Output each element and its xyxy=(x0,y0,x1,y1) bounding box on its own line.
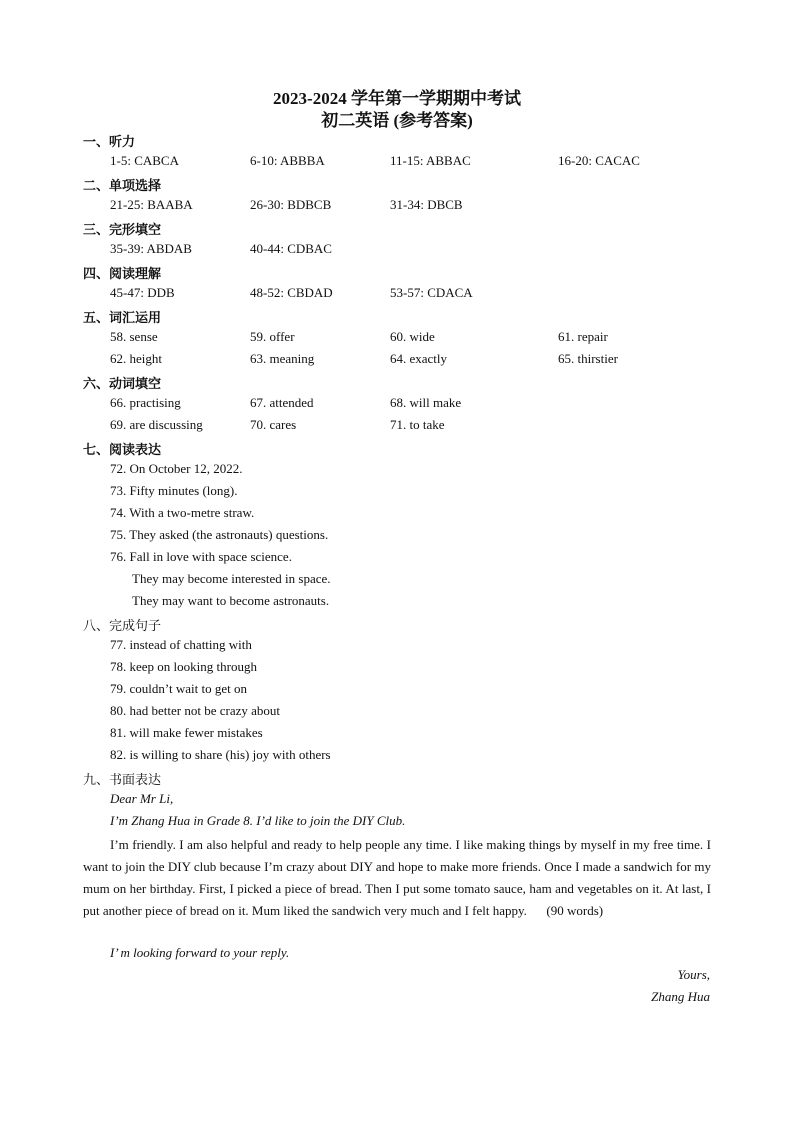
letter-closing-line: I’ m looking forward to your reply. xyxy=(110,945,290,960)
answer-cell: 63. meaning xyxy=(250,351,315,366)
answer-row xyxy=(0,241,794,261)
letter-signoff: Yours, xyxy=(677,967,710,982)
answer-line: 79. couldn’t wait to get on xyxy=(110,681,247,696)
answer-cell: 31-34: DBCB xyxy=(390,197,463,212)
answer-cell: 59. offer xyxy=(250,329,295,344)
answer-row xyxy=(0,285,794,305)
answer-cell: 48-52: CBDAD xyxy=(250,285,333,300)
section-heading-listening: 一、听力 xyxy=(83,134,136,149)
answer-line: 75. They asked (the astronauts) questions. xyxy=(110,527,329,542)
answer-cell: 40-44: CDBAC xyxy=(250,241,332,256)
letter-body: I’m friendly. I am also helpful and ready to help people any time. I like making things by myself in my free time. I want to join the DIY club because I’m crazy about DIY and hope to make more friends. Once I made a sandwich for my mum on her birthday. First, I picked a piece of bread. Then I put some tomato sauce, ham and vegetables on it. At last, I put another piece of bread on it. Mum liked the sandwich very much and I felt happy. (90 words) xyxy=(83,837,711,918)
answer-cell: 67. attended xyxy=(250,395,314,410)
answer-line: 80. had better not be crazy about xyxy=(110,703,281,718)
answer-cell: 45-47: DDB xyxy=(110,285,175,300)
answer-line: 73. Fifty minutes (long). xyxy=(110,483,238,498)
page-subtitle: 初二英语 (参考答案) xyxy=(321,111,473,130)
answer-row xyxy=(0,153,794,173)
answer-cell: 66. practising xyxy=(110,395,181,410)
answer-line: 74. With a two-metre straw. xyxy=(110,505,255,520)
answer-line: 77. instead of chatting with xyxy=(110,637,252,652)
answer-cell: 64. exactly xyxy=(390,351,448,366)
answer-cell: 65. thirstier xyxy=(558,351,618,366)
section-heading-cloze: 三、完形填空 xyxy=(83,222,162,237)
answer-cell: 1-5: CABCA xyxy=(110,153,179,168)
section-heading-verb-fill: 六、动词填空 xyxy=(83,376,162,391)
letter-greeting: Dear Mr Li, xyxy=(110,791,174,806)
answer-cell: 69. are discussing xyxy=(110,417,203,432)
letter-signature: Zhang Hua xyxy=(651,989,710,1004)
answer-row xyxy=(0,329,794,349)
answer-line: 82. is willing to share (his) joy with others xyxy=(110,747,331,762)
answer-cell: 62. height xyxy=(110,351,162,366)
answer-row xyxy=(0,351,794,371)
answer-cell: 60. wide xyxy=(390,329,435,344)
section-heading-complete-sentences: 八、完成句子 xyxy=(83,618,162,633)
answer-row xyxy=(0,417,794,437)
section-heading-single-choice: 二、单项选择 xyxy=(83,178,162,193)
answer-cell: 68. will make xyxy=(390,395,462,410)
answer-line: 76. Fall in love with space science. xyxy=(110,549,292,564)
answer-row xyxy=(0,395,794,415)
page-title: 2023-2024 学年第一学期期中考试 xyxy=(273,89,521,108)
section-heading-reading-expression: 七、阅读表达 xyxy=(83,442,162,457)
answer-line: 72. On October 12, 2022. xyxy=(110,461,243,476)
answer-cell: 6-10: ABBBA xyxy=(250,153,325,168)
answer-row xyxy=(0,197,794,217)
answer-cell: 53-57: CDACA xyxy=(390,285,473,300)
answer-cell: 58. sense xyxy=(110,329,158,344)
answer-cell: 71. to take xyxy=(390,417,445,432)
answer-cell: 35-39: ABDAB xyxy=(110,241,192,256)
section-heading-reading: 四、阅读理解 xyxy=(83,266,162,281)
section-heading-vocabulary: 五、词汇运用 xyxy=(83,310,162,325)
answer-subline: They may become interested in space. xyxy=(132,571,331,586)
answer-cell: 26-30: BDBCB xyxy=(250,197,332,212)
section-heading-writing: 九、书面表达 xyxy=(83,772,162,787)
answer-line: 78. keep on looking through xyxy=(110,659,257,674)
answer-cell: 61. repair xyxy=(558,329,608,344)
letter-intro: I’m Zhang Hua in Grade 8. I’d like to join the DIY Club. xyxy=(110,813,406,828)
answer-subline: They may want to become astronauts. xyxy=(132,593,330,608)
answer-cell: 11-15: ABBAC xyxy=(390,153,471,168)
answer-cell: 70. cares xyxy=(250,417,297,432)
answer-cell: 16-20: CACAC xyxy=(558,153,640,168)
answer-line: 81. will make fewer mistakes xyxy=(110,725,263,740)
answer-cell: 21-25: BAABA xyxy=(110,197,193,212)
